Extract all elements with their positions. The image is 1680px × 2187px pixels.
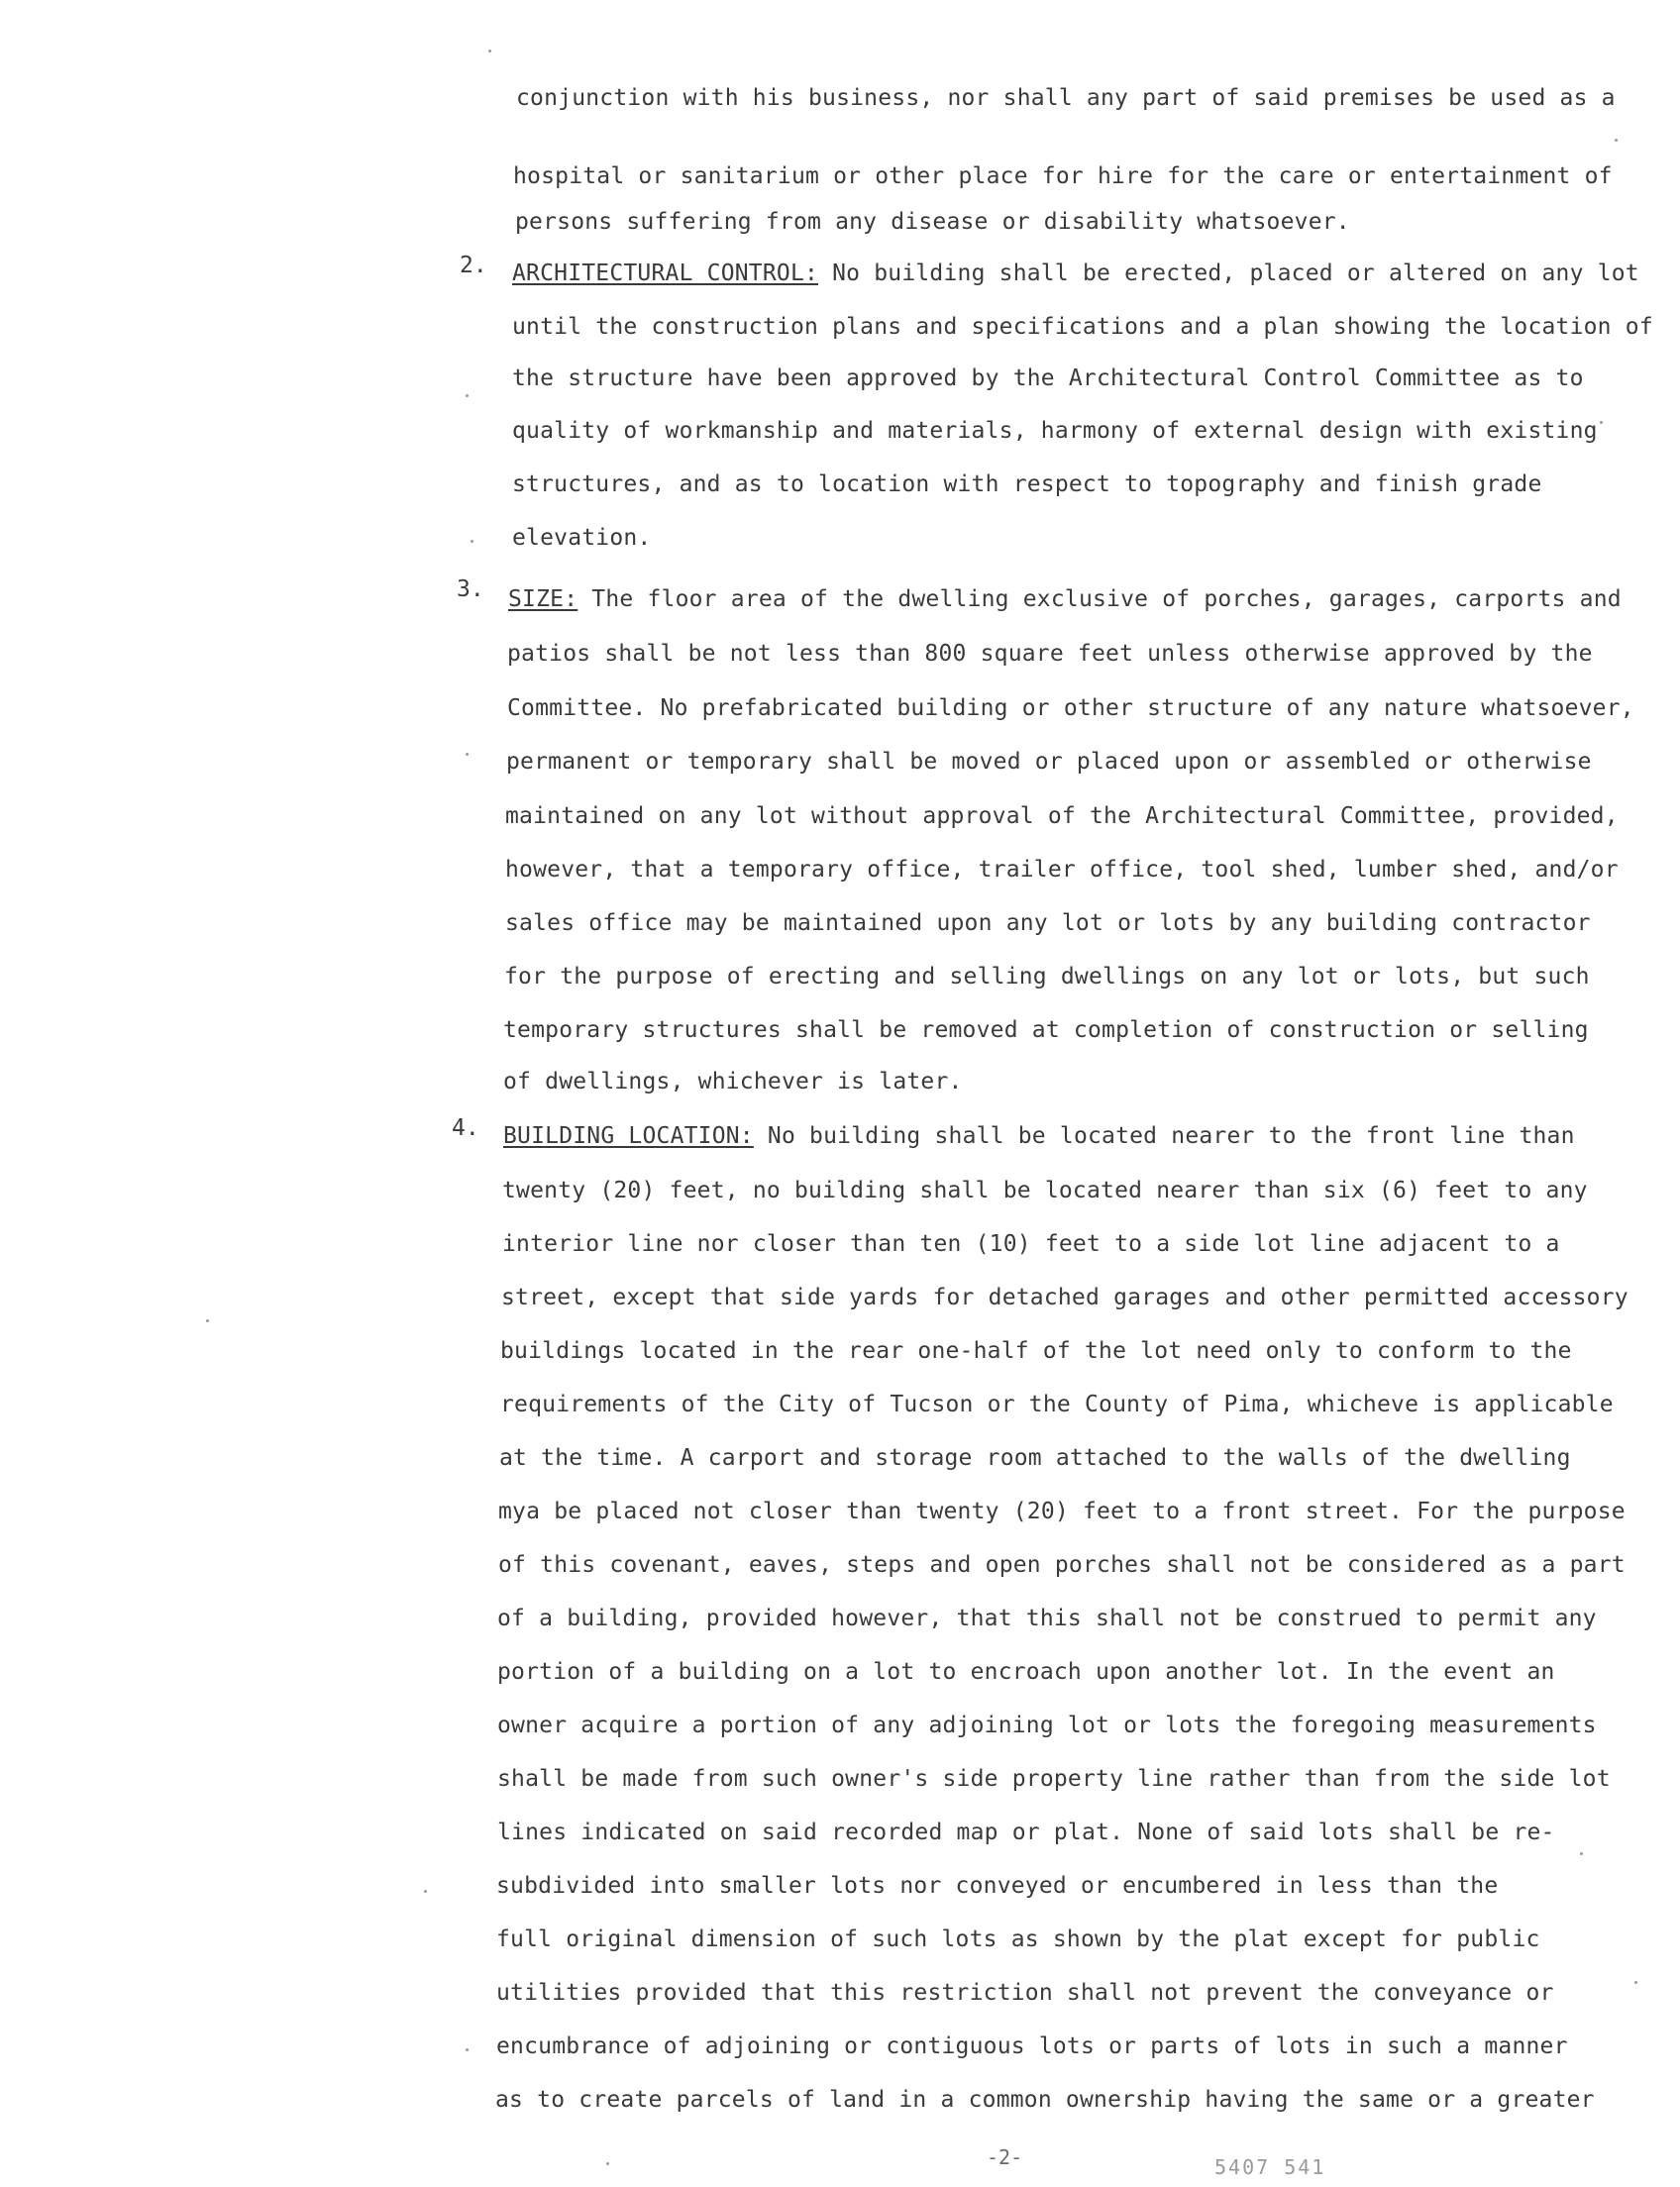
section-number: 4. [452,1115,479,1141]
section-line: of dwellings, whichever is later. [503,1069,963,1094]
scan-speck [488,50,491,52]
scan-speck [424,1890,427,1893]
section-line: street, except that side yards for detached garages and other permitted accessory [501,1285,1628,1310]
section-first-line-text: No building shall be located nearer to the front line than [753,1123,1575,1149]
section-line: shall be made from such owner's side property line rather than from the side lot [497,1766,1611,1792]
intro-line: conjunction with his business, nor shall any part of said premises be used as a [516,85,1616,111]
section-line: however, that a temporary office, trailer office, tool shed, lumber shed, and/or [505,857,1619,883]
section-first-line-text: No building shall be erected, placed or altered on any lot [818,260,1639,286]
section-line: the structure have been approved by the Architectural Control Committee as to [512,365,1584,391]
section-line: of this covenant, eaves, steps and open porches shall not be considered as a part [498,1552,1626,1578]
section-line: requirements of the City of Tucson or the County of Pima, whicheve is applicable [500,1392,1614,1417]
scan-speck [466,753,469,756]
section-line: interior line nor closer than ten (10) feet to a side lot line adjacent to a [502,1231,1560,1257]
section-line: quality of workmanship and materials, harmony of external design with existing [512,418,1598,444]
scan-speck [471,540,473,543]
section-line: patios shall be not less than 800 square feet unless otherwise approved by the [507,641,1593,667]
section-line: encumbrance of adjoining or contiguous lots or parts of lots in such a manner [496,2033,1568,2059]
intro-line: hospital or sanitarium or other place for hire for the care or entertainment of [513,163,1613,189]
scan-speck [466,2048,469,2051]
section-heading: SIZE: [508,586,578,612]
section-line: full original dimension of such lots as shown by the plat except for public [496,1927,1540,1952]
section-line: elevation. [512,525,652,551]
scan-speck [466,394,469,397]
scan-speck [606,2162,609,2165]
section-line: sales office may be maintained upon any lot or lots by any building contractor [505,910,1591,936]
scan-speck [1600,421,1603,424]
section-line: buildings located in the rear one-half of the lot need only to conform to the [500,1338,1572,1364]
section-line: twenty (20) feet, no building shall be located nearer than six (6) feet to any [502,1178,1588,1203]
section-line: until the construction plans and specifications and a plan showing the location of [512,314,1653,340]
scan-speck [1634,1981,1637,1984]
section-first-line [503,1121,1575,1151]
section-line: mya be placed not closer than twenty (20) feet to a front street. For the purpose [498,1499,1626,1524]
section-line: lines indicated on said recorded map or plat. None of said lots shall be re- [497,1820,1555,1845]
section-first-line [512,259,1639,288]
section-line: maintained on any lot without approval of the Architectural Committee, provided, [505,803,1619,829]
page-number: -2- [987,2145,1023,2169]
section-number: 2. [460,253,487,278]
recording-mark: 5407 541 [1214,2155,1326,2179]
scan-speck [206,1319,209,1322]
intro-line: persons suffering from any disease or disability whatsoever. [515,209,1350,235]
section-first-line-text: The floor area of the dwelling exclusive of porches, garages, carports and [578,586,1622,612]
section-line: owner acquire a portion of any adjoining lot or lots the foregoing measurements [497,1713,1597,1738]
section-line: for the purpose of erecting and selling dwellings on any lot or lots, but such [504,964,1590,989]
section-line: permanent or temporary shall be moved or placed upon or assembled or otherwise [506,749,1592,775]
section-line: structures, and as to location with respect to topography and finish grade [512,471,1542,497]
section-line: Committee. No prefabricated building or other structure of any nature whatsoever, [507,695,1634,721]
section-line: of a building, provided however, that this shall not be construed to permit any [497,1606,1597,1631]
scan-speck [1580,1852,1583,1855]
section-heading: BUILDING LOCATION: [503,1123,754,1149]
section-line: as to create parcels of land in a common ownership having the same or a greater [495,2087,1595,2113]
section-first-line [508,584,1622,614]
section-line: portion of a building on a lot to encroach upon another lot. In the event an [497,1659,1555,1685]
section-heading: ARCHITECTURAL CONTROL: [512,260,819,286]
section-line: at the time. A carport and storage room attached to the walls of the dwelling [499,1445,1571,1471]
section-line: temporary structures shall be removed at completion of construction or selling [503,1017,1589,1043]
scan-speck [1615,139,1618,142]
section-line: subdivided into smaller lots nor conveyed or encumbered in less than the [496,1873,1499,1899]
section-line: utilities provided that this restriction shall not prevent the conveyance or [496,1980,1554,2006]
section-number: 3. [457,576,484,602]
